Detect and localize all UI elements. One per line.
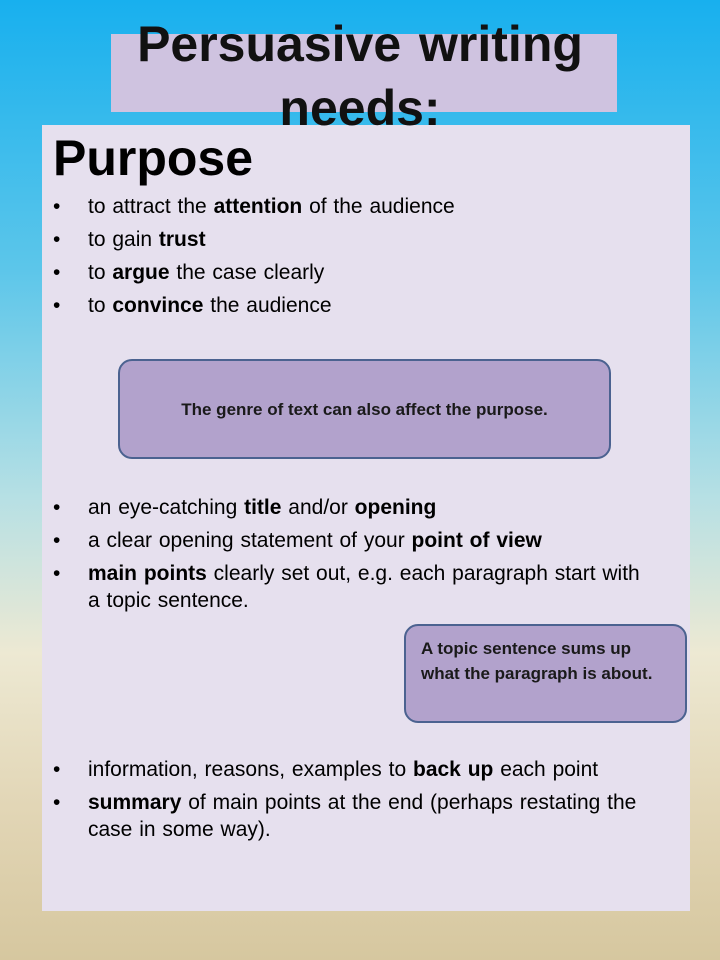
topic-sentence-callout — [404, 624, 687, 723]
list-item: • an eye-catching title and/or opening — [53, 494, 653, 521]
list-item: • main points clearly set out, e.g. each paragraph start with a topic sentence. — [53, 560, 653, 614]
slide-title: Persuasive writing needs: — [137, 16, 583, 136]
list-item: • to attract the attention of the audience — [53, 193, 653, 220]
list-item: • information, reasons, examples to back up each point — [53, 756, 653, 783]
purpose-heading: Purpose — [53, 130, 254, 186]
list-item: • a clear opening statement of your point of view — [53, 527, 653, 554]
needs-list — [53, 494, 653, 620]
list-item: • to gain trust — [53, 226, 653, 253]
genre-callout — [118, 359, 611, 459]
list-item: • to convince the audience — [53, 292, 653, 319]
genre-callout-text: The genre of text can also affect the purpose. — [181, 400, 548, 419]
more-list — [53, 756, 653, 849]
purpose-list — [53, 193, 653, 325]
list-item: • summary of main points at the end (perhaps restating the case in some way). — [53, 789, 653, 843]
list-item: • to argue the case clearly — [53, 259, 653, 286]
topic-callout-text: A topic sentence sums up what the paragraph is about. — [421, 639, 653, 683]
